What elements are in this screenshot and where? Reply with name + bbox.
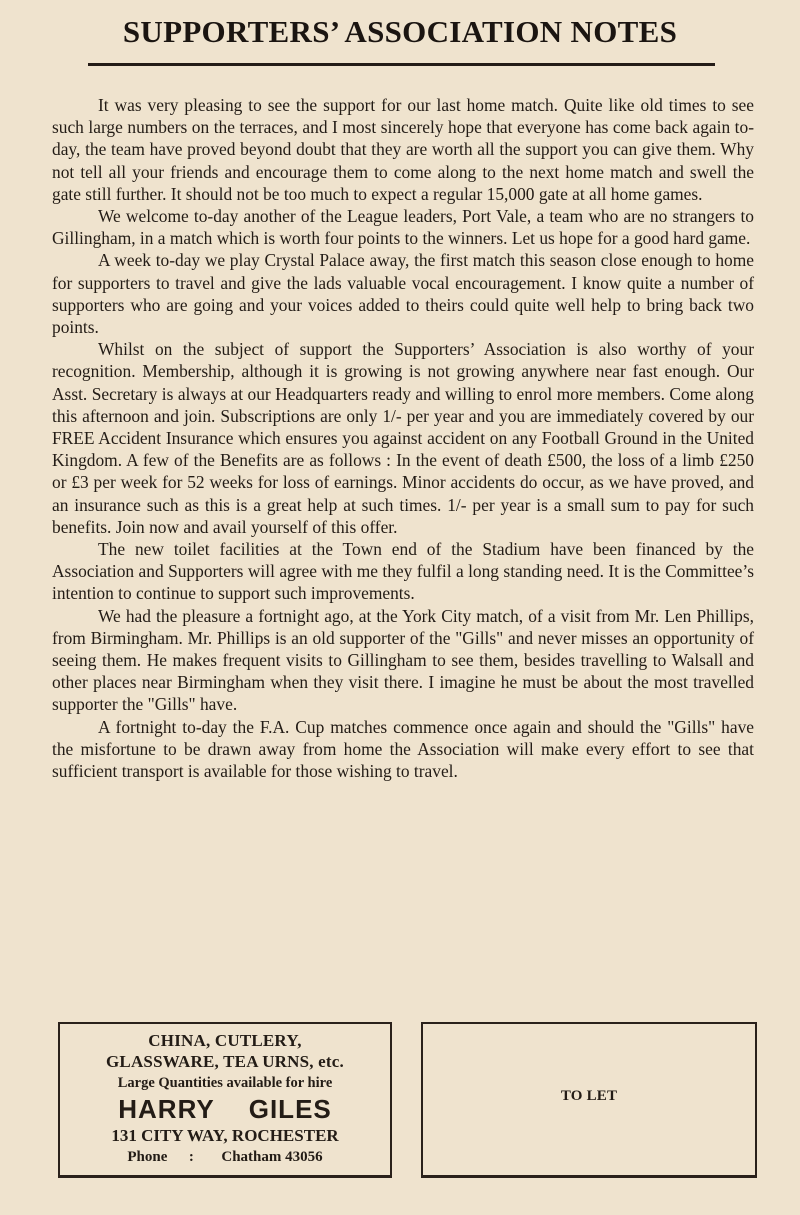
advert-line-hire: Large Quantities available for hire (117, 1075, 333, 1091)
advert-line-glassware: GLASSWARE, TEA URNS, etc. (105, 1052, 344, 1071)
advert-name-first: HARRY (118, 1094, 215, 1124)
page-title: SUPPORTERS’ ASSOCIATION NOTES (122, 14, 678, 49)
title-underline (88, 63, 715, 66)
advert-line-china: CHINA, CUTLERY, (148, 1031, 302, 1050)
advert-phone (60, 1147, 390, 1167)
paragraph-port-vale: We welcome to-day another of the League leaders, Port Vale, a team who are no strangers to Gillingham, in a match which is worth four points to the winners. Let us hope for a good hard game. (52, 206, 754, 249)
advert-business-name (60, 1093, 390, 1125)
article-body (52, 94, 754, 782)
to-let-label: TO LET (560, 1088, 618, 1104)
advert-address: 131 CITY WAY, ROCHESTER (111, 1126, 339, 1145)
advert-name-last: GILES (248, 1094, 332, 1124)
harry-giles-advert (58, 1022, 392, 1178)
paragraph-crystal-palace: A week to-day we play Crystal Palace away, the first match this season close enough to home for supporters to travel and give the lads valuable vocal encouragement. I know quite a number of supporters who are going and your voices added to theirs could quite well help to bring back two points. (52, 250, 754, 338)
advert-phone-sep: : (188, 1149, 194, 1165)
paragraph-toilet-facilities: The new toilet facilities at the Town end of the Stadium have been financed by the Association and Supporters will agree with me they fulfil a long standing need. It is the Committee’s intention to continue to support such improvements. (52, 539, 754, 604)
paragraph-support: It was very pleasing to see the support for our last home match. Quite like old times to see such large numbers on the terraces, and I most sincerely hope that everyone has come back again to-day, the team have proved beyond doubt that they are worth all the support you can give them. Why not tell all your friends and encourage them to come along to the next home match and swell the gate still further. It should not be too much to expect a regular 15,000 gate at all home games. (52, 95, 754, 204)
advert-phone-label: Phone (127, 1149, 168, 1165)
paragraph-len-phillips: We had the pleasure a fortnight ago, at the York City match, of a visit from Mr. Len Phillips, from Birmingham. Mr. Phillips is an old supporter of the "Gills" and never misses an opportunity of seeing them. He makes frequent visits to Gillingham to see them, besides travelling to Walsall and other places near Birmingham when they visit there. I imagine he must be about the most travelled supporter the "Gills" have. (52, 605, 754, 715)
to-let-advert-space (421, 1022, 757, 1178)
advert-phone-number: Chatham 43056 (221, 1149, 323, 1165)
paragraph-membership: Whilst on the subject of support the Supporters’ Association is also worthy of your recognition. Membership, although it is growing is not growing anywhere near fast enough. Our Asst. Secretary is always at our Headquarters ready and willing to enrol more members. Come along this afternoon and join. Subscriptions are only 1/- per year and you are immediately covered by our FREE Accident Insurance which ensures you against accident on any Football Ground in the United Kingdom. A few of the Benefits are as follows : In the event of death £500, the loss of a limb £250 or £3 per week for 52 weeks for loss of earnings. Minor accidents do occur, as we have proved, and an insurance such as this is a great help at such times. 1/- per year is a small sum to pay for such benefits. Join now and avail yourself of this offer. (52, 339, 754, 537)
paragraph-fa-cup: A fortnight to-day the F.A. Cup matches commence once again and should the "Gills" have the misfortune to be drawn away from home the Association will make every effort to see that sufficient transport is available for those wishing to travel. (52, 716, 754, 782)
